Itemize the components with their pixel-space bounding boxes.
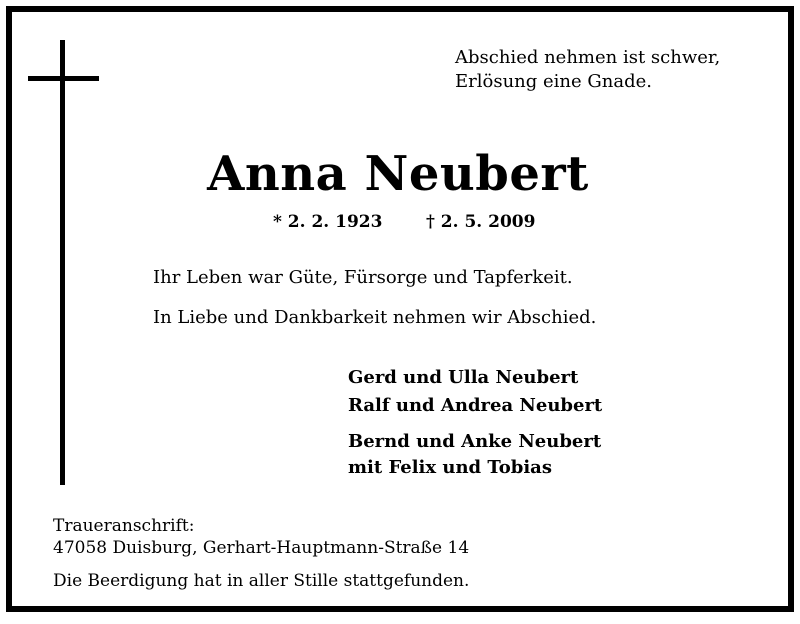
family-member-2: Ralf und Andrea Neubert: [348, 395, 603, 416]
motto-line-2: Erlösung eine Gnade.: [455, 71, 652, 92]
motto-line-1: Abschied nehmen ist schwer,: [455, 47, 721, 68]
deceased-name-text: Anna Neubert: [207, 146, 589, 202]
tribute-line-2: In Liebe und Dankbarkeit nehmen wir Abschied.: [153, 307, 597, 328]
motto: [455, 46, 720, 94]
cross-horizontal-bar: [28, 76, 99, 81]
family-member-3: Bernd und Anke Neubert: [348, 431, 602, 452]
address-label: Traueranschrift:: [53, 516, 195, 536]
cross-vertical-bar: [60, 40, 65, 485]
family-member-1: Gerd und Ulla Neubert: [348, 367, 579, 388]
funeral-note: Die Beerdigung hat in aller Stille stattgefunden.: [53, 571, 470, 591]
family-member-4: mit Felix und Tobias: [348, 457, 552, 478]
address-street: 47058 Duisburg, Gerhart-Hauptmann-Straße 14: [53, 538, 470, 558]
death-date: † 2. 5. 2009: [426, 212, 536, 232]
tribute-line-1: Ihr Leben war Güte, Fürsorge und Tapferkeit.: [153, 267, 573, 288]
birth-date: * 2. 2. 1923: [273, 212, 383, 232]
deceased-name: [0, 144, 800, 204]
